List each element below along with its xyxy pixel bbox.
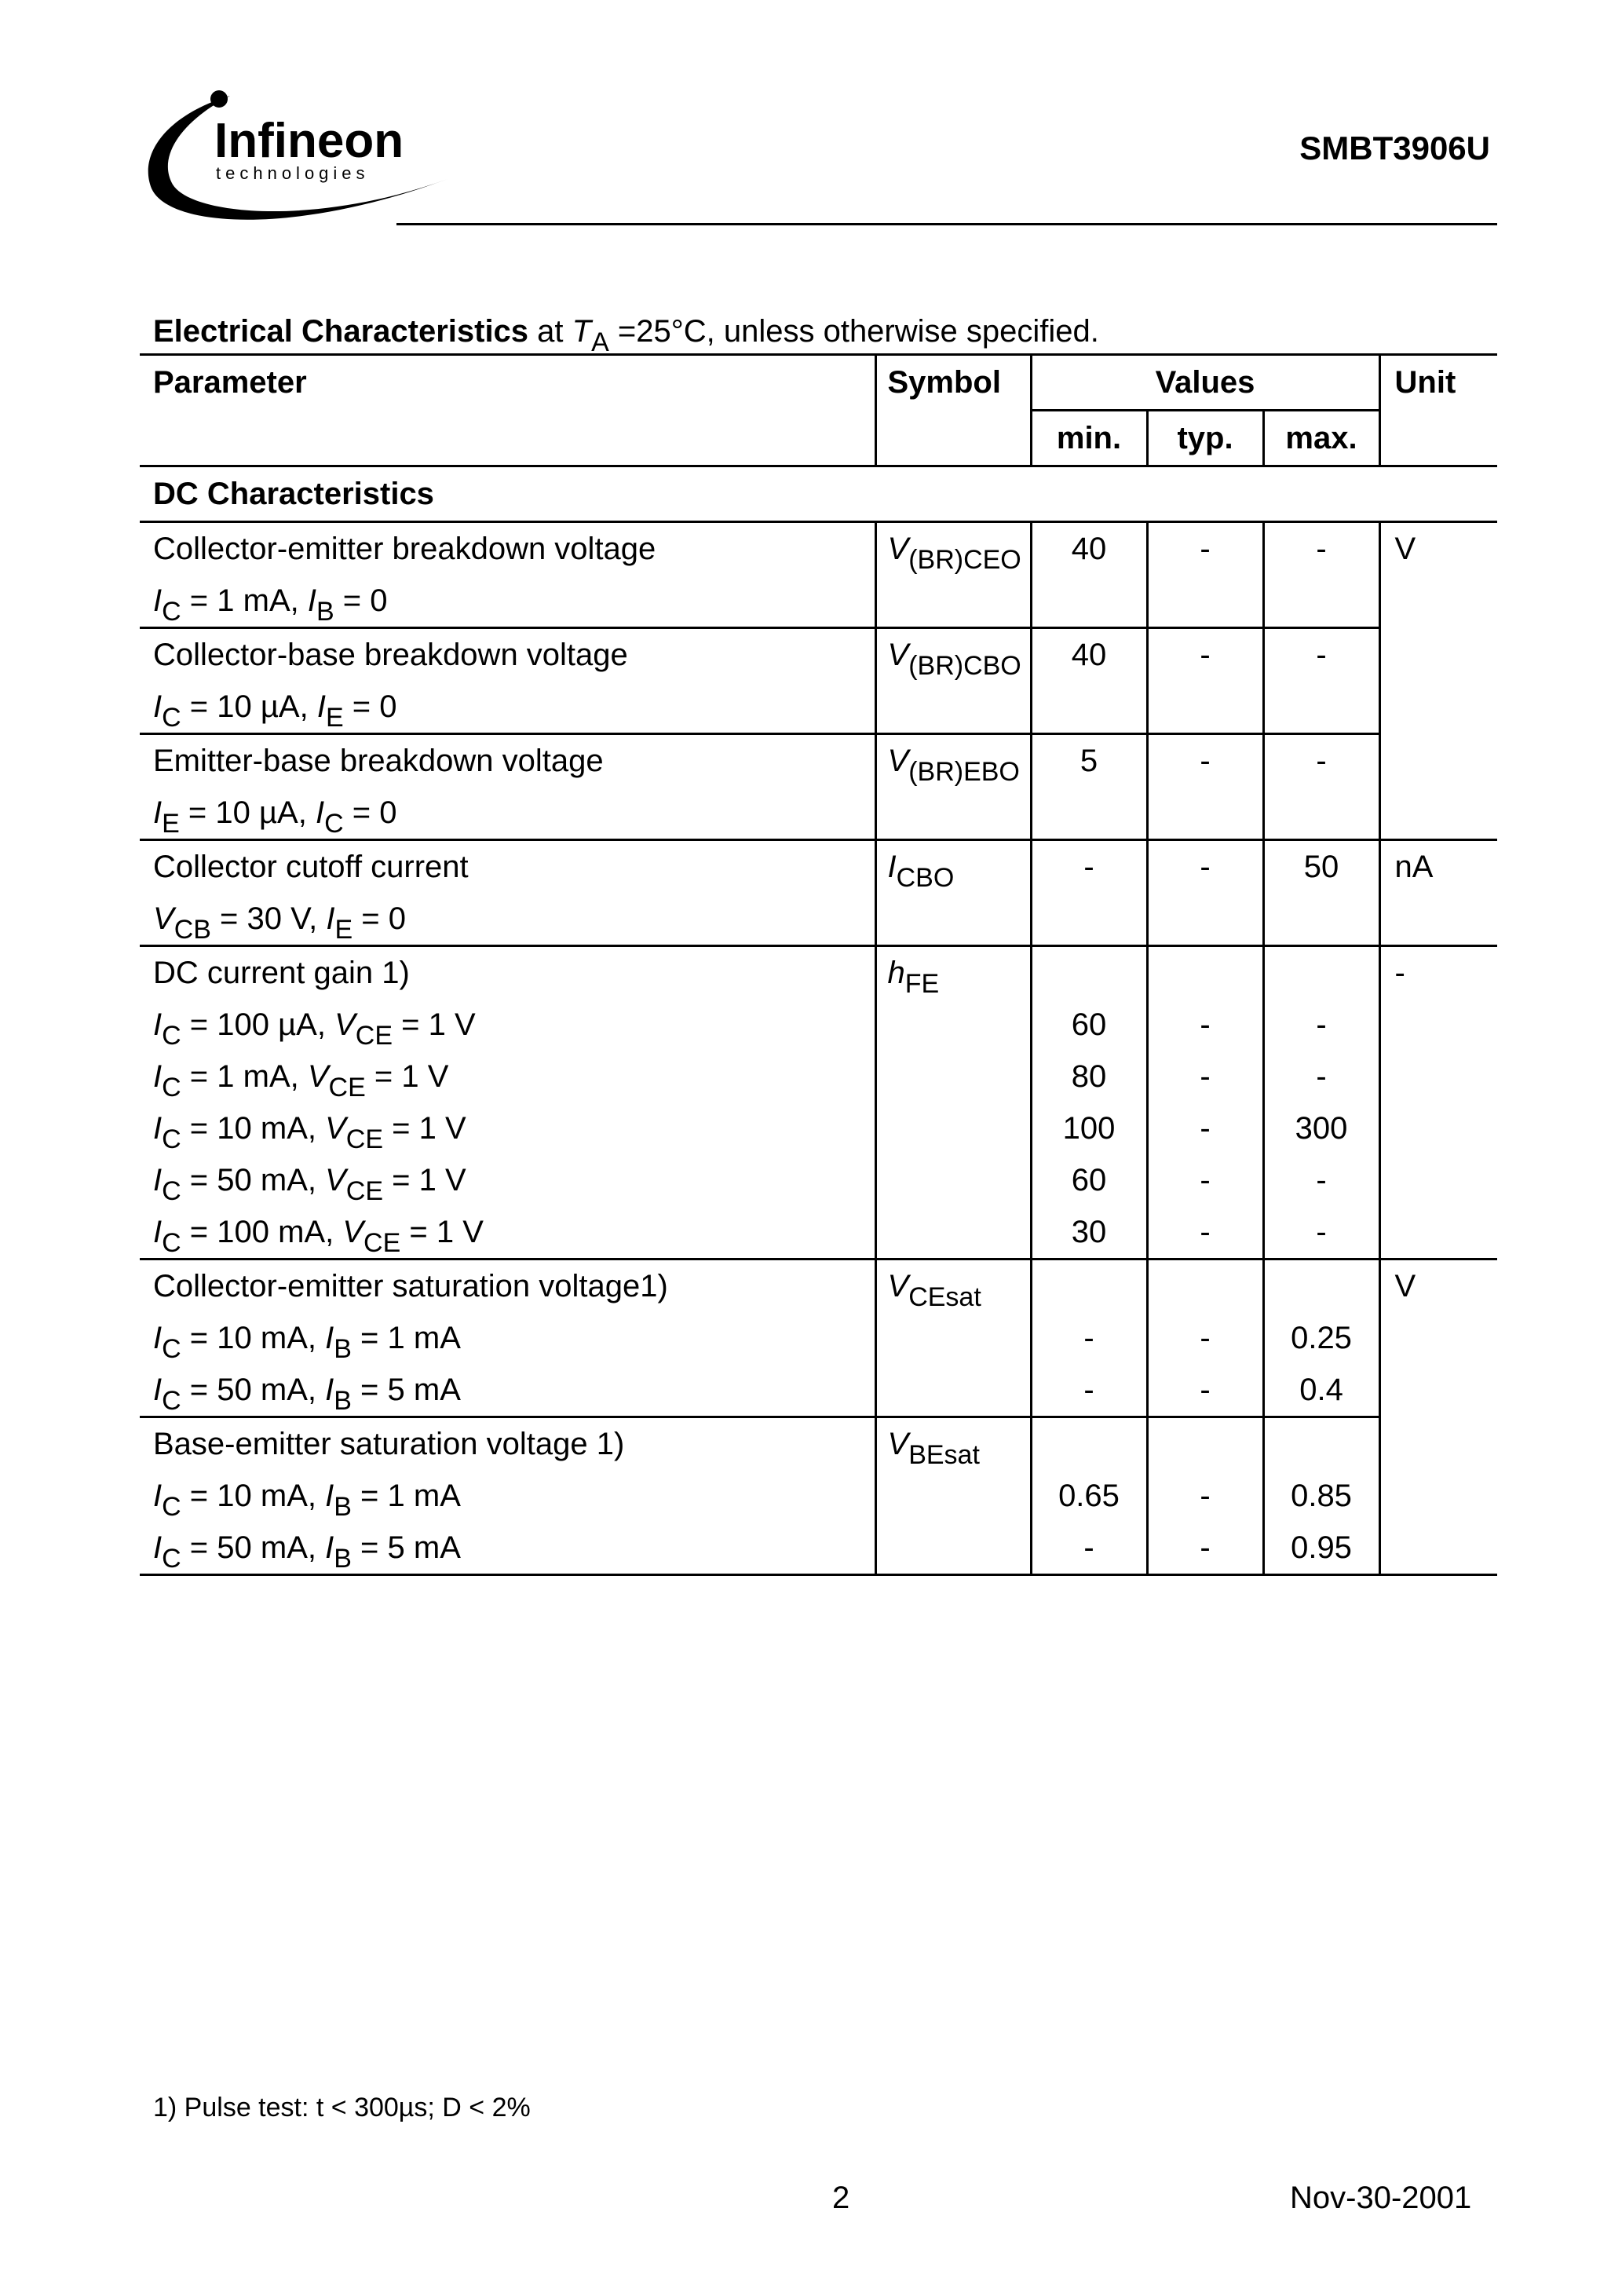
value: - (1083, 1373, 1094, 1407)
value: - (1200, 1530, 1211, 1565)
param-condition: $I_C = 50$ mA, $I_B = 5$ mA (153, 1373, 461, 1416)
param-label: Collector-emitter breakdown voltage (153, 532, 656, 566)
param-label: Base-emitter saturation voltage 1) (153, 1427, 625, 1461)
value: 0.95 (1291, 1530, 1352, 1565)
value: 0.85 (1291, 1479, 1352, 1513)
value: 80 (1071, 1059, 1107, 1094)
value: - (1083, 1530, 1094, 1565)
max-value-cell (1263, 946, 1379, 1260)
value: 0.65 (1058, 1479, 1120, 1513)
typ-value-cell (1147, 946, 1263, 1260)
unit-cell: V (1379, 522, 1497, 840)
param-cell (140, 628, 875, 734)
table-row (140, 734, 1497, 840)
table-title (153, 314, 1099, 358)
symbol-cell: $I_{CBO}$ (875, 840, 1031, 946)
max-value-cell (1263, 1260, 1379, 1417)
param-cell (140, 946, 875, 1260)
unit-cell: V (1379, 1260, 1497, 1575)
unit-cell: - (1379, 946, 1497, 1260)
value: - (1200, 1321, 1211, 1355)
value: - (1316, 532, 1327, 566)
min-value-cell (1031, 734, 1147, 840)
typ-value-cell (1147, 628, 1263, 734)
param-condition: $I_C = 10$ mA, $I_B = 1$ mA (153, 1321, 461, 1364)
value: - (1200, 638, 1211, 672)
table-row (140, 522, 1497, 628)
value: 60 (1071, 1163, 1107, 1197)
max-value-cell (1263, 522, 1379, 628)
max-value-cell (1263, 628, 1379, 734)
min-value-cell (1031, 1260, 1147, 1417)
min-value-cell (1031, 628, 1147, 734)
header-typ: typ. (1147, 411, 1263, 466)
min-value-cell (1031, 946, 1147, 1260)
value: - (1316, 1215, 1327, 1249)
max-value-cell (1263, 1417, 1379, 1575)
param-condition: $I_C = 100$ µA, $V_{CE} = 1$ V (153, 1007, 476, 1051)
param-condition: $I_E = 10$ µA, $I_C = 0$ (153, 795, 397, 839)
param-label: Emitter-base breakdown voltage (153, 744, 604, 778)
electrical-characteristics-table (140, 353, 1497, 1576)
value: 40 (1071, 532, 1107, 566)
section-row (140, 466, 1497, 522)
value: - (1200, 850, 1211, 884)
value: 60 (1071, 1007, 1107, 1042)
header-values: Values (1031, 355, 1379, 411)
value: 0.25 (1291, 1321, 1352, 1355)
part-number: SMBT3906U (1299, 130, 1490, 166)
typ-value-cell (1147, 1417, 1263, 1575)
table-row (140, 1260, 1497, 1417)
param-condition: $I_C = 50$ mA, $I_B = 5$ mA (153, 1530, 461, 1574)
param-condition: $I_C = 1$ mA, $V_{CE} = 1$ V (153, 1059, 449, 1102)
title-ta: T (572, 314, 592, 349)
header-symbol: Symbol (875, 355, 1031, 466)
param-condition: $V_{CB} = 30$ V, $I_E = 0$ (153, 901, 407, 945)
value: - (1200, 744, 1211, 778)
value: - (1316, 1007, 1327, 1042)
value: - (1316, 1059, 1327, 1094)
value: - (1200, 1479, 1211, 1513)
typ-value-cell (1147, 734, 1263, 840)
header-min: min. (1031, 411, 1147, 466)
symbol-cell: $V_{(BR)EBO}$ (875, 734, 1031, 840)
title-ta-sub: A (591, 327, 609, 357)
value: - (1316, 638, 1327, 672)
header-divider (396, 223, 1497, 225)
max-value-cell (1263, 840, 1379, 946)
value: - (1200, 1163, 1211, 1197)
value: 50 (1303, 850, 1339, 884)
value: - (1200, 1373, 1211, 1407)
param-condition: $I_C = 10$ mA, $V_{CE} = 1$ V (153, 1111, 466, 1154)
param-condition: $I_C = 50$ mA, $V_{CE} = 1$ V (153, 1163, 466, 1206)
param-cell (140, 522, 875, 628)
value: - (1200, 1007, 1211, 1042)
header-unit: Unit (1379, 355, 1497, 466)
param-cell (140, 1417, 875, 1575)
min-value-cell (1031, 840, 1147, 946)
table-row (140, 840, 1497, 946)
value: 5 (1080, 744, 1098, 778)
param-condition: $I_C = 10$ µA, $I_E = 0$ (153, 689, 397, 733)
typ-value-cell (1147, 1260, 1263, 1417)
page-number: 2 (832, 2181, 850, 2215)
document-date: Nov-30-2001 (1290, 2181, 1472, 2215)
section-dc-characteristics: DC Characteristics (140, 466, 1497, 522)
max-value-cell (1263, 734, 1379, 840)
value: 30 (1071, 1215, 1107, 1249)
footnote: 1) Pulse test: t < 300µs; D < 2% (153, 2093, 531, 2122)
value: - (1200, 1215, 1211, 1249)
value: 300 (1295, 1111, 1348, 1146)
min-value-cell (1031, 522, 1147, 628)
header-parameter: Parameter (140, 355, 875, 466)
header-max: max. (1263, 411, 1379, 466)
symbol-cell: $V_{(BR)CEO}$ (875, 522, 1031, 628)
infineon-logo-graphic (137, 79, 459, 236)
value: - (1316, 1163, 1327, 1197)
value: 0.4 (1299, 1373, 1343, 1407)
unit-cell: nA (1379, 840, 1497, 946)
header-row (140, 355, 1497, 411)
table-row (140, 946, 1497, 1260)
value: - (1200, 1111, 1211, 1146)
symbol-cell: $h_{FE}$ (875, 946, 1031, 1260)
min-value-cell (1031, 1417, 1147, 1575)
param-label: DC current gain 1) (153, 956, 410, 990)
table-row (140, 1417, 1497, 1575)
logo-brand-text: Infineon (214, 114, 404, 168)
param-condition: $I_C = 1$ mA, $I_B = 0$ (153, 583, 388, 627)
value: - (1083, 1321, 1094, 1355)
value: - (1200, 532, 1211, 566)
param-cell (140, 840, 875, 946)
typ-value-cell (1147, 840, 1263, 946)
param-cell (140, 734, 875, 840)
symbol-cell: $V_{CEsat}$ (875, 1260, 1031, 1417)
value: - (1083, 850, 1094, 884)
table-row (140, 628, 1497, 734)
logo-sub-text: technologies (216, 163, 370, 183)
param-cell (140, 1260, 875, 1417)
param-label: Collector-emitter saturation voltage1) (153, 1269, 668, 1303)
param-condition: $I_C = 10$ mA, $I_B = 1$ mA (153, 1479, 461, 1522)
title-at: at (528, 314, 572, 349)
value: 40 (1071, 638, 1107, 672)
title-rest: =25°C, unless otherwise specified. (608, 314, 1099, 349)
param-label: Collector cutoff current (153, 850, 469, 884)
symbol-cell: $V_{BEsat}$ (875, 1417, 1031, 1575)
symbol-cell: $V_{(BR)CBO}$ (875, 628, 1031, 734)
typ-value-cell (1147, 522, 1263, 628)
infineon-logo (137, 79, 459, 236)
value: 100 (1062, 1111, 1116, 1146)
title-bold: Electrical Characteristics (153, 314, 529, 349)
value: - (1316, 744, 1327, 778)
param-condition: $I_C = 100$ mA, $V_{CE} = 1$ V (153, 1215, 484, 1258)
value: - (1200, 1059, 1211, 1094)
param-label: Collector-base breakdown voltage (153, 638, 628, 672)
